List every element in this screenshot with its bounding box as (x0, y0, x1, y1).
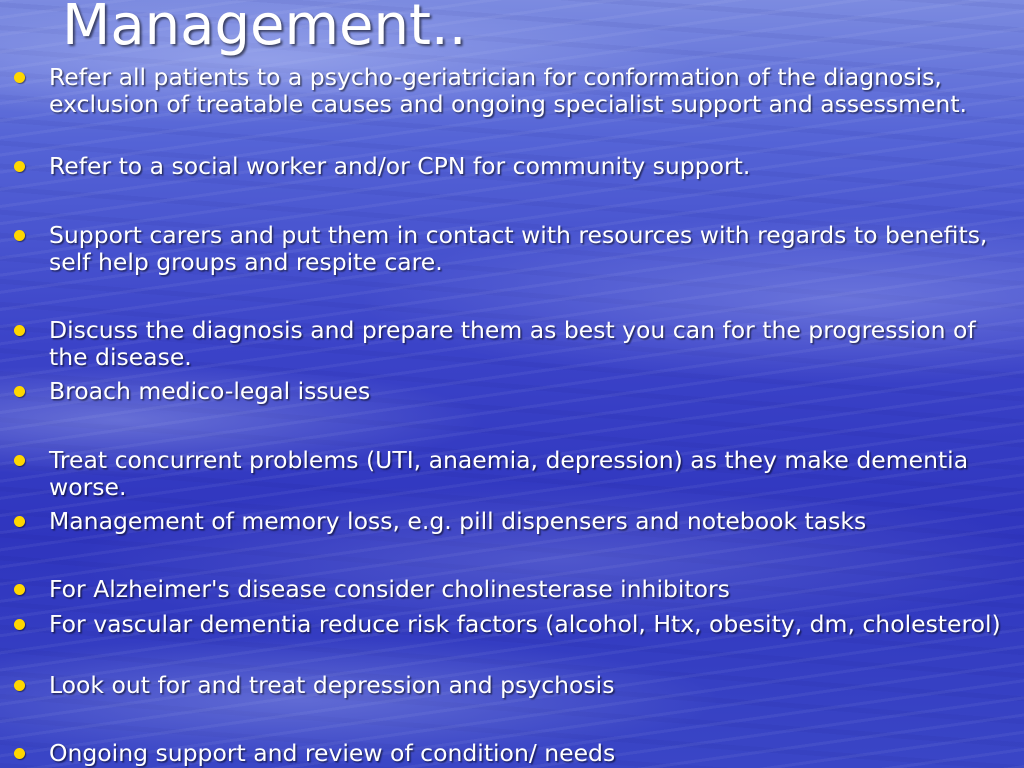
bullet-item (49, 740, 1009, 767)
bullet-text: Look out for and treat depression and psychosis (49, 671, 615, 699)
bullet-item (49, 576, 1009, 603)
slide-title: Management.. (62, 0, 467, 58)
bullet-icon (14, 455, 25, 466)
bullet-icon (14, 72, 25, 83)
bullet-item (49, 64, 1009, 118)
bullet-item (49, 317, 1009, 371)
bullet-icon (14, 680, 25, 691)
bullet-text: Treat concurrent problems (UTI, anaemia, depression) as they make dementia worse. (49, 446, 969, 501)
bullet-icon (14, 584, 25, 595)
bullet-text: Refer to a social worker and/or CPN for community support. (49, 152, 751, 180)
bullet-text: Ongoing support and review of condition/ needs (49, 739, 616, 767)
bullet-item (49, 153, 1009, 180)
bullet-icon (14, 386, 25, 397)
bullet-item (49, 508, 1009, 535)
bullet-item (49, 378, 1009, 405)
bullet-text: Refer all patients to a psycho-geriatrician for conformation of the diagnosis, exclusion of treatable causes and ongoing specialist support and assessment. (49, 63, 968, 118)
bullet-text: For vascular dementia reduce risk factors (alcohol, Htx, obesity, dm, cholesterol) (49, 610, 1001, 638)
bullet-icon (14, 619, 25, 630)
bullet-item (49, 611, 1009, 638)
bullet-text: Broach medico-legal issues (49, 377, 371, 405)
bullet-text: Management of memory loss, e.g. pill dispensers and notebook tasks (49, 507, 867, 535)
bullet-icon (14, 748, 25, 759)
bullet-icon (14, 516, 25, 527)
bullet-text: Discuss the diagnosis and prepare them as best you can for the progression of the disease. (49, 316, 976, 371)
bullet-icon (14, 325, 25, 336)
bullet-icon (14, 161, 25, 172)
bullet-text: For Alzheimer's disease consider cholinesterase inhibitors (49, 575, 730, 603)
bullet-item (49, 222, 1009, 276)
bullet-item (49, 672, 1009, 699)
bullet-item (49, 447, 1009, 501)
bullet-icon (14, 230, 25, 241)
bullet-text: Support carers and put them in contact with resources with regards to benefits, self help groups and respite care. (49, 221, 988, 276)
